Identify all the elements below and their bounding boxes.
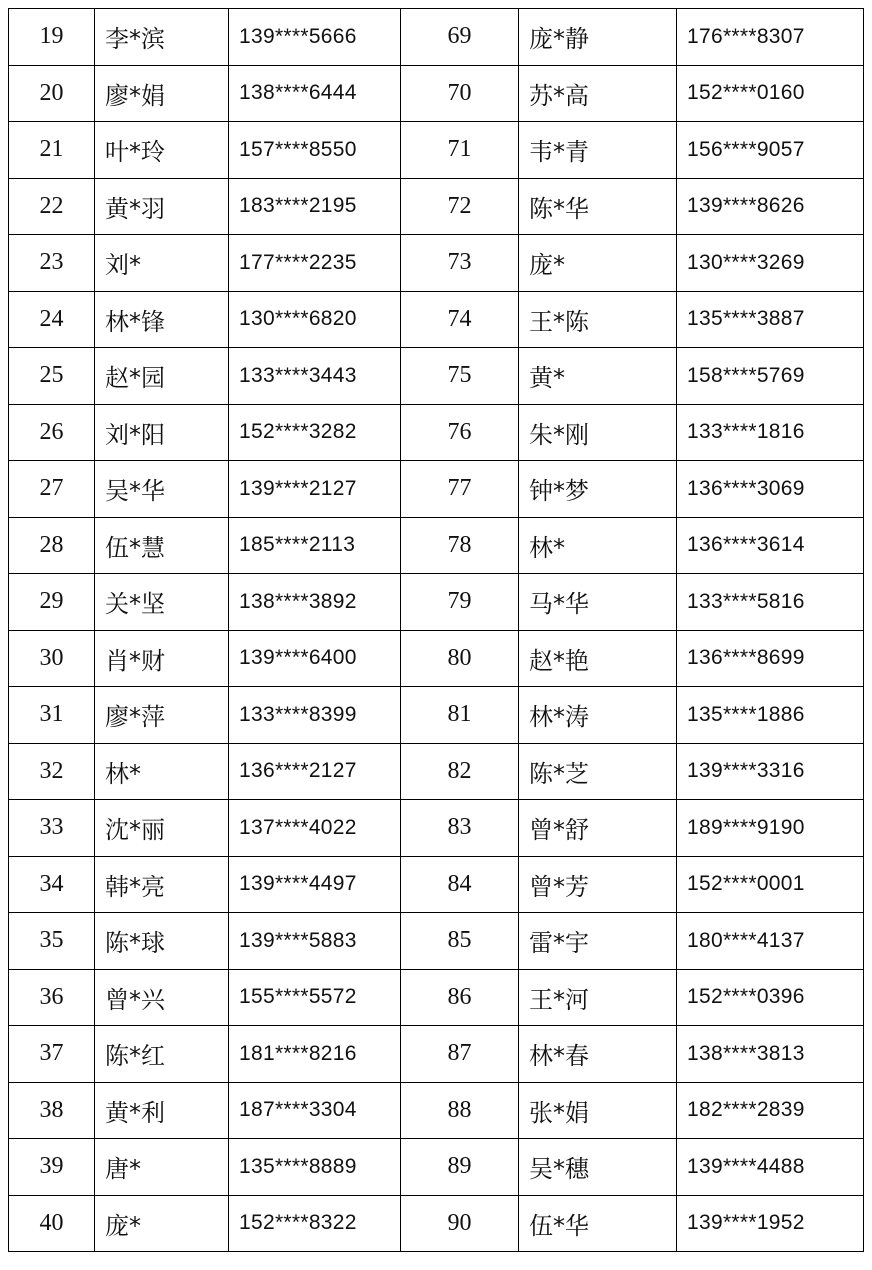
- entry-name-cell: 雷*宇: [519, 913, 677, 970]
- entry-number-cell: 28: [9, 517, 95, 574]
- entry-number-cell: 77: [401, 461, 519, 518]
- entry-name-cell: 林*春: [519, 1026, 677, 1083]
- entry-phone-cell: 136****3614: [677, 517, 864, 574]
- entry-name-cell: 韩*亮: [95, 856, 229, 913]
- entry-number-cell: 69: [401, 9, 519, 66]
- entry-name-cell: 黄*: [519, 348, 677, 405]
- entry-phone-cell: 152****3282: [229, 404, 401, 461]
- entry-name-cell: 赵*园: [95, 348, 229, 405]
- table-row: [9, 574, 864, 631]
- entry-phone-cell: 156****9057: [677, 122, 864, 179]
- table-row: [9, 9, 864, 66]
- entry-name-cell: 张*娟: [519, 1082, 677, 1139]
- table-row: [9, 856, 864, 913]
- entry-number-cell: 33: [9, 800, 95, 857]
- table-row: [9, 743, 864, 800]
- entry-number-cell: 37: [9, 1026, 95, 1083]
- entry-phone-cell: 138****6444: [229, 65, 401, 122]
- entry-phone-cell: 133****1816: [677, 404, 864, 461]
- entry-phone-cell: 136****8699: [677, 630, 864, 687]
- entry-name-cell: 陈*芝: [519, 743, 677, 800]
- entry-number-cell: 20: [9, 65, 95, 122]
- entry-phone-cell: 139****1952: [677, 1195, 864, 1252]
- entry-name-cell: 苏*高: [519, 65, 677, 122]
- table-row: [9, 178, 864, 235]
- entry-phone-cell: 152****0396: [677, 969, 864, 1026]
- entry-number-cell: 30: [9, 630, 95, 687]
- entry-number-cell: 34: [9, 856, 95, 913]
- entry-number-cell: 71: [401, 122, 519, 179]
- entry-number-cell: 80: [401, 630, 519, 687]
- table-row: [9, 1026, 864, 1083]
- entry-name-cell: 伍*慧: [95, 517, 229, 574]
- entry-number-cell: 29: [9, 574, 95, 631]
- entry-phone-cell: 133****8399: [229, 687, 401, 744]
- entry-name-cell: 刘*阳: [95, 404, 229, 461]
- entry-number-cell: 72: [401, 178, 519, 235]
- entry-phone-cell: 139****2127: [229, 461, 401, 518]
- entry-name-cell: 刘*: [95, 235, 229, 292]
- entry-phone-cell: 139****6400: [229, 630, 401, 687]
- entry-number-cell: 78: [401, 517, 519, 574]
- table-row: [9, 291, 864, 348]
- entry-number-cell: 27: [9, 461, 95, 518]
- entry-phone-cell: 180****4137: [677, 913, 864, 970]
- winner-list-table: [8, 8, 864, 1252]
- entry-number-cell: 19: [9, 9, 95, 66]
- entry-number-cell: 89: [401, 1139, 519, 1196]
- entry-phone-cell: 135****1886: [677, 687, 864, 744]
- entry-number-cell: 76: [401, 404, 519, 461]
- entry-number-cell: 81: [401, 687, 519, 744]
- entry-number-cell: 75: [401, 348, 519, 405]
- table-body: [9, 9, 864, 1252]
- entry-name-cell: 庞*: [95, 1195, 229, 1252]
- entry-number-cell: 84: [401, 856, 519, 913]
- entry-phone-cell: 135****3887: [677, 291, 864, 348]
- entry-phone-cell: 133****3443: [229, 348, 401, 405]
- table-row: [9, 913, 864, 970]
- table-row: [9, 122, 864, 179]
- table-row: [9, 517, 864, 574]
- entry-number-cell: 85: [401, 913, 519, 970]
- entry-number-cell: 36: [9, 969, 95, 1026]
- entry-number-cell: 74: [401, 291, 519, 348]
- entry-phone-cell: 138****3892: [229, 574, 401, 631]
- entry-number-cell: 32: [9, 743, 95, 800]
- entry-phone-cell: 139****8626: [677, 178, 864, 235]
- entry-name-cell: 吴*华: [95, 461, 229, 518]
- entry-phone-cell: 187****3304: [229, 1082, 401, 1139]
- table-row: [9, 1139, 864, 1196]
- entry-phone-cell: 130****6820: [229, 291, 401, 348]
- entry-number-cell: 26: [9, 404, 95, 461]
- table-row: [9, 687, 864, 744]
- entry-name-cell: 廖*娟: [95, 65, 229, 122]
- entry-phone-cell: 185****2113: [229, 517, 401, 574]
- entry-phone-cell: 152****0001: [677, 856, 864, 913]
- entry-phone-cell: 152****8322: [229, 1195, 401, 1252]
- entry-name-cell: 王*陈: [519, 291, 677, 348]
- entry-number-cell: 23: [9, 235, 95, 292]
- table-row: [9, 969, 864, 1026]
- entry-phone-cell: 139****4497: [229, 856, 401, 913]
- entry-phone-cell: 157****8550: [229, 122, 401, 179]
- entry-name-cell: 林*: [95, 743, 229, 800]
- entry-number-cell: 25: [9, 348, 95, 405]
- entry-phone-cell: 152****0160: [677, 65, 864, 122]
- entry-number-cell: 24: [9, 291, 95, 348]
- table-row: [9, 800, 864, 857]
- entry-number-cell: 88: [401, 1082, 519, 1139]
- entry-name-cell: 沈*丽: [95, 800, 229, 857]
- entry-name-cell: 庞*: [519, 235, 677, 292]
- table-row: [9, 65, 864, 122]
- entry-name-cell: 陈*球: [95, 913, 229, 970]
- entry-phone-cell: 136****3069: [677, 461, 864, 518]
- table-row: [9, 1195, 864, 1252]
- table-row: [9, 461, 864, 518]
- entry-phone-cell: 176****8307: [677, 9, 864, 66]
- entry-number-cell: 90: [401, 1195, 519, 1252]
- entry-phone-cell: 189****9190: [677, 800, 864, 857]
- entry-name-cell: 朱*刚: [519, 404, 677, 461]
- table-row: [9, 630, 864, 687]
- entry-phone-cell: 137****4022: [229, 800, 401, 857]
- table-row: [9, 348, 864, 405]
- entry-phone-cell: 183****2195: [229, 178, 401, 235]
- entry-number-cell: 31: [9, 687, 95, 744]
- entry-number-cell: 82: [401, 743, 519, 800]
- entry-number-cell: 21: [9, 122, 95, 179]
- entry-name-cell: 黄*利: [95, 1082, 229, 1139]
- entry-number-cell: 87: [401, 1026, 519, 1083]
- entry-phone-cell: 138****3813: [677, 1026, 864, 1083]
- entry-name-cell: 肖*财: [95, 630, 229, 687]
- entry-name-cell: 陈*红: [95, 1026, 229, 1083]
- entry-number-cell: 40: [9, 1195, 95, 1252]
- entry-name-cell: 曾*芳: [519, 856, 677, 913]
- entry-number-cell: 22: [9, 178, 95, 235]
- entry-name-cell: 林*涛: [519, 687, 677, 744]
- entry-number-cell: 35: [9, 913, 95, 970]
- entry-number-cell: 86: [401, 969, 519, 1026]
- entry-name-cell: 黄*羽: [95, 178, 229, 235]
- entry-name-cell: 伍*华: [519, 1195, 677, 1252]
- entry-phone-cell: 181****8216: [229, 1026, 401, 1083]
- entry-phone-cell: 130****3269: [677, 235, 864, 292]
- entry-name-cell: 陈*华: [519, 178, 677, 235]
- entry-number-cell: 79: [401, 574, 519, 631]
- entry-phone-cell: 136****2127: [229, 743, 401, 800]
- entry-name-cell: 马*华: [519, 574, 677, 631]
- entry-name-cell: 赵*艳: [519, 630, 677, 687]
- entry-phone-cell: 155****5572: [229, 969, 401, 1026]
- entry-number-cell: 73: [401, 235, 519, 292]
- entry-phone-cell: 139****4488: [677, 1139, 864, 1196]
- entry-name-cell: 关*坚: [95, 574, 229, 631]
- table-row: [9, 235, 864, 292]
- entry-name-cell: 庞*静: [519, 9, 677, 66]
- entry-name-cell: 钟*梦: [519, 461, 677, 518]
- entry-name-cell: 吴*穗: [519, 1139, 677, 1196]
- entry-name-cell: 韦*青: [519, 122, 677, 179]
- entry-number-cell: 83: [401, 800, 519, 857]
- entry-name-cell: 曾*舒: [519, 800, 677, 857]
- table-row: [9, 404, 864, 461]
- entry-phone-cell: 133****5816: [677, 574, 864, 631]
- entry-number-cell: 38: [9, 1082, 95, 1139]
- entry-phone-cell: 135****8889: [229, 1139, 401, 1196]
- entry-phone-cell: 158****5769: [677, 348, 864, 405]
- entry-phone-cell: 139****5883: [229, 913, 401, 970]
- entry-name-cell: 叶*玲: [95, 122, 229, 179]
- entry-phone-cell: 177****2235: [229, 235, 401, 292]
- entry-name-cell: 唐*: [95, 1139, 229, 1196]
- entry-name-cell: 王*河: [519, 969, 677, 1026]
- entry-name-cell: 林*锋: [95, 291, 229, 348]
- entry-name-cell: 曾*兴: [95, 969, 229, 1026]
- entry-phone-cell: 139****3316: [677, 743, 864, 800]
- entry-name-cell: 李*滨: [95, 9, 229, 66]
- entry-number-cell: 70: [401, 65, 519, 122]
- entry-phone-cell: 182****2839: [677, 1082, 864, 1139]
- entry-name-cell: 廖*萍: [95, 687, 229, 744]
- entry-name-cell: 林*: [519, 517, 677, 574]
- table-row: [9, 1082, 864, 1139]
- entry-phone-cell: 139****5666: [229, 9, 401, 66]
- entry-number-cell: 39: [9, 1139, 95, 1196]
